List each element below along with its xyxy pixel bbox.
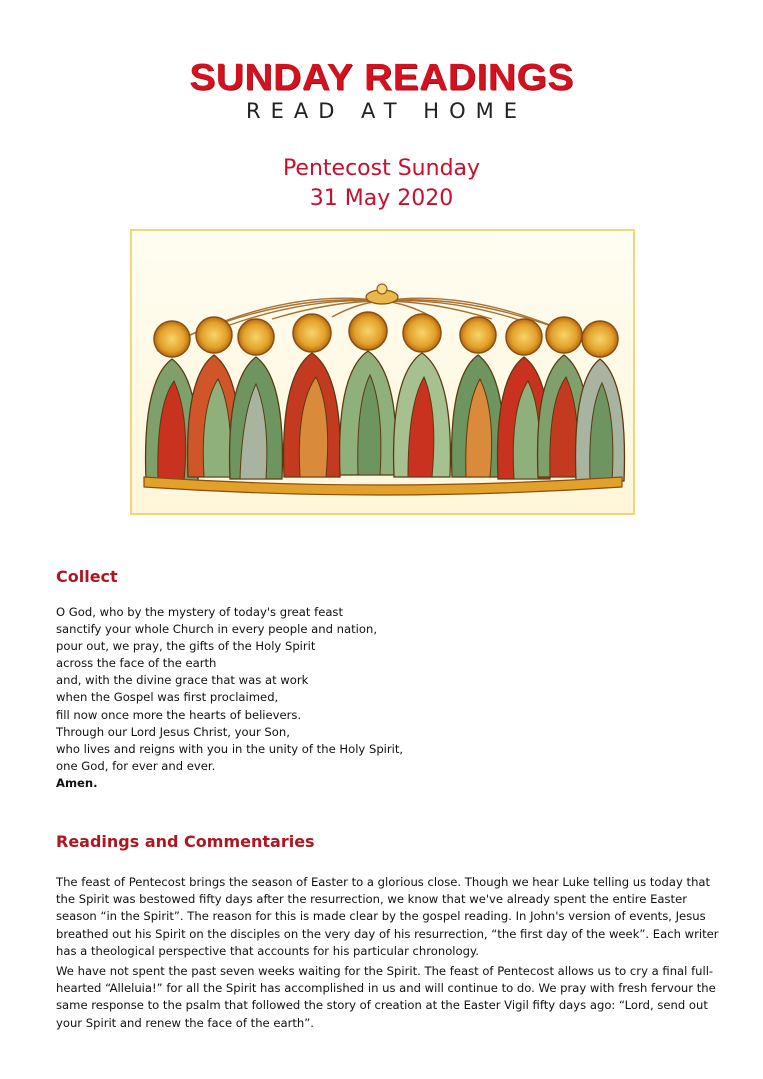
collect-prayer [56, 604, 403, 792]
pentecost-image [130, 229, 635, 515]
page-title [0, 154, 763, 214]
commentary-paragraph-2: We have not spent the past seven weeks waiting for the Spirit. The feast of Pentecost allows us to cry a final full-hearted “Alleluia!” for all the Spirit has accomplished in us and will continue to do. We pray with fresh fervour the same response to the psalm that followed the story of creation at the Easter Vigil fifty days ago: “Lord, send out your Spirit and renew the face of the earth”. [56, 964, 716, 1030]
readings-heading: Readings and Commentaries [56, 832, 315, 851]
prayer-line: one God, for ever and ever. [56, 758, 216, 773]
feast-date: 31 May 2020 [309, 186, 454, 211]
prayer-line: across the face of the earth [56, 656, 217, 671]
prayer-line: and, with the divine grace that was at work [56, 673, 309, 688]
pentecost-icon [132, 231, 633, 513]
prayer-line: Through our Lord Jesus Christ, your Son, [56, 724, 290, 739]
prayer-line: when the Gospel was first proclaimed, [56, 690, 279, 705]
commentary-paragraph-1: The feast of Pentecost brings the season of Easter to a glorious close. Though we hear Luke telling us today that the Spirit was bestowed fifty days after the resurrection, we know that we've already spent the entire Easter season “in the Spirit”. The reason for this is made clear by the gospel reading. In John's version of events, Jesus breathed out his Spirit on the disciples on the very day of his resurrection, “the first day of the week”. Each writer has a theological perspective that accounts for his particular chronology. [56, 875, 719, 958]
prayer-line: fill now once more the hearts of believers. [56, 707, 302, 722]
logo [0, 58, 763, 124]
prayer-line: sanctify your whole Church in every people and nation, [56, 622, 378, 637]
feast-name: Pentecost Sunday [282, 156, 481, 181]
prayer-line: pour out, we pray, the gifts of the Holy Spirit [56, 639, 316, 654]
prayer-amen: Amen. [56, 775, 98, 790]
prayer-line: O God, who by the mystery of today's great feast [56, 605, 344, 619]
prayer-line: who lives and reigns with you in the unity of the Holy Spirit, [56, 741, 404, 756]
logo-subtitle: READ AT HOME [245, 99, 528, 123]
logo-title: SUNDAY READINGS [189, 57, 574, 98]
collect-heading: Collect [56, 567, 118, 586]
